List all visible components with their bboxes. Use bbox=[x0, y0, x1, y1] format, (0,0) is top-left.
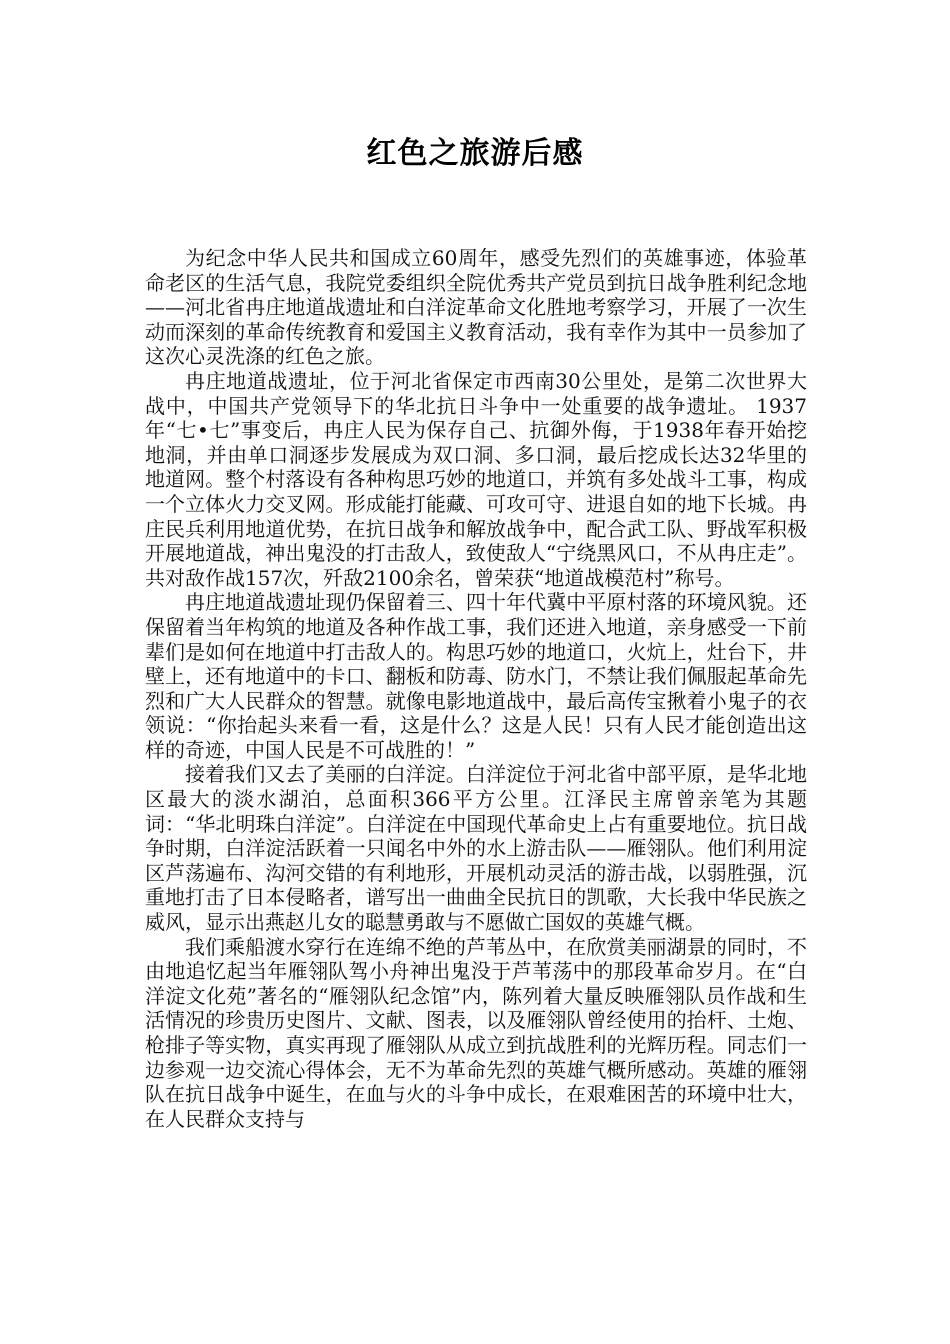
paragraph-4: 接着我们又去了美丽的白洋淀。白洋淀位于河北省中部平原，是华北地区最大的淡水湖泊，总面积366平方公里。江泽民主席曾亲笔为其题词：“华北明珠白洋淀”。白洋淀在中国现代革命史上占有重要地位。抗日战争时期，白洋淀活跃着一只闻名中外的水上游击队——雁翎队。他们利用淀区芦荡遍布、沟河交错的有利地形，开展机动灵活的游击战，以弱胜强，沉重地打击了日本侵略者，谱写出一曲曲全民抗日的凯歌，大长我中华民族之威风，显示出燕赵儿女的聪慧勇敢与不愿做亡国奴的英雄气概。 bbox=[145, 762, 807, 935]
document-title: 红色之旅游后感 bbox=[366, 136, 584, 171]
paragraph-1: 为纪念中华人民共和国成立60周年，感受先烈们的英雄事迹，体验革命老区的生活气息，我院党委组织全院优秀共产党员到抗日战争胜利纪念地——河北省冉庄地道战遗址和白洋淀革命文化胜地考察学习，开展了一次生动而深刻的革命传统教育和爱国主义教育活动，我有幸作为其中一员参加了这次心灵洗涤的红色之旅。 bbox=[145, 246, 807, 369]
paragraph-5: 我们乘船渡水穿行在连绵不绝的芦苇丛中，在欣赏美丽湖景的同时，不由地追忆起当年雁翎队驾小舟神出鬼没于芦苇荡中的那段革命岁月。在“白洋淀文化苑”著名的“雁翎队纪念馆”内，陈列着大量反映雁翎队员作战和生活情况的珍贵历史图片、文献、图表，以及雁翎队曾经使用的抬杆、土炮、枪排子等实物，真实再现了雁翎队从成立到抗战胜利的光辉历程。同志们一边参观一边交流心得体会，无不为革命先烈的英雄气概所感动。英雄的雁翎队在抗日战争中诞生，在血与火的斗争中成长，在艰难困苦的环境中壮大，在人民群众支持与 bbox=[145, 934, 807, 1131]
document-body bbox=[145, 246, 807, 1131]
paragraph-2: 冉庄地道战遗址，位于河北省保定市西南30公里处，是第二次世界大战中，中国共产党领导下的华北抗日斗争中一处重要的战争遗址。 1937年“七•七”事变后，冉庄人民为保存自己、抗御外侮，于1938年春开始挖地洞，并由单口洞逐步发展成为双口洞、多口洞，最后挖成长达32华里的地道网。整个村落设有各种构思巧妙的地道口，并筑有多处战斗工事，构成一个立体火力交叉网。形成能打能藏、可攻可守、进退自如的地下长城。冉庄民兵利用地道优势，在抗日战争和解放战争中，配合武工队、野战军积极开展地道战，神出鬼没的打击敌人，致使敌人“宁绕黑风口，不从冉庄走”。共对敌作战157次，歼敌2100余名，曾荣获“地道战模范村”称号。 bbox=[145, 368, 807, 590]
paragraph-3: 冉庄地道战遗址现仍保留着三、四十年代冀中平原村落的环境风貌。还保留着当年构筑的地道及各种作战工事，我们还进入地道，亲身感受一下前辈们是如何在地道中打击敌人的。构思巧妙的地道口，火炕上，灶台下，井壁上，还有地道中的卡口、翻板和防毒、防水门，不禁让我们佩服起革命先烈和广大人民群众的智慧。就像电影地道战中，最后高传宝揪着小鬼子的衣领说：“你抬起头来看一看，这是什么？这是人民！只有人民才能创造出这样的奇迹，中国人民是不可战胜的！” bbox=[145, 590, 807, 762]
